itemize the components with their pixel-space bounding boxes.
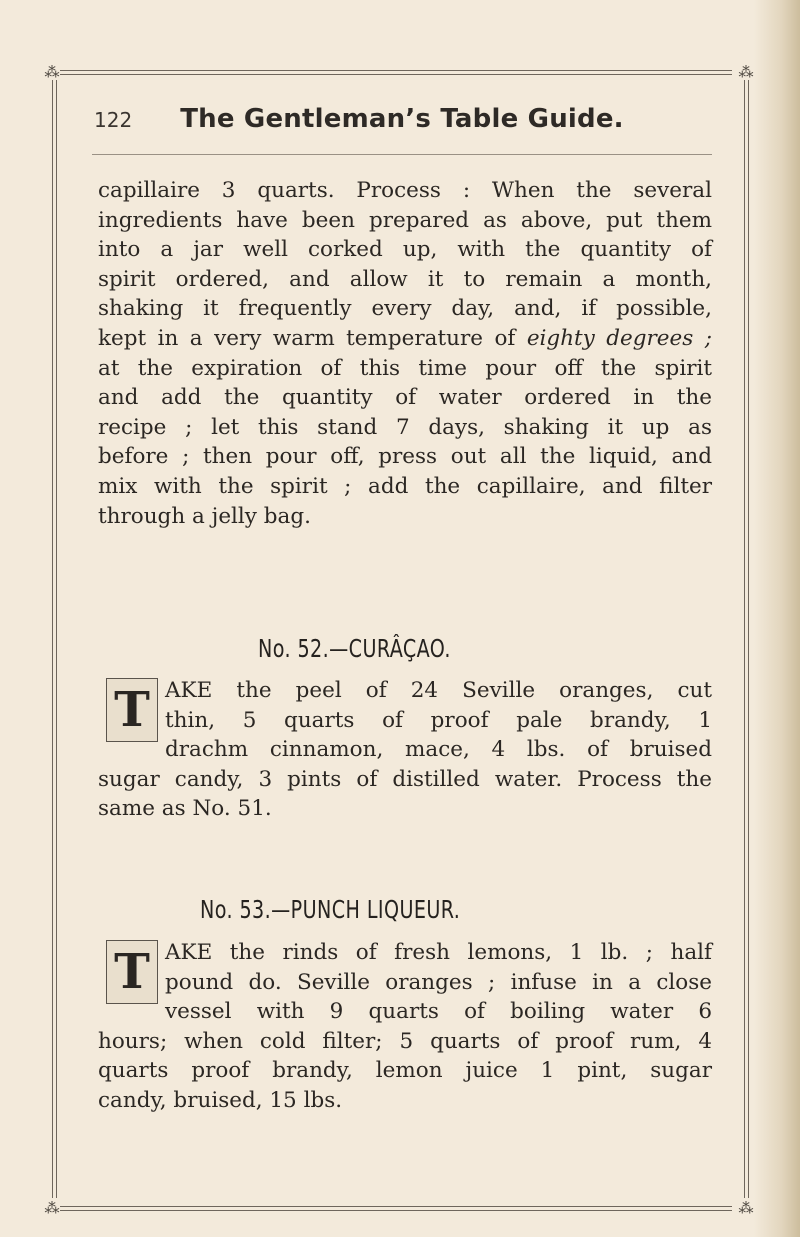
bottom-border-rule-inner xyxy=(60,1210,732,1211)
recipe-52-dropcap: T xyxy=(106,678,158,742)
text-line: ingredients have been prepared as above, put them xyxy=(98,207,712,233)
left-border-rule-inner xyxy=(56,80,57,1198)
top-border-rule xyxy=(60,70,732,71)
page-edge-shadow xyxy=(754,0,800,1237)
text-line: pound do. Seville oranges ; infuse in a close xyxy=(165,969,712,995)
text-line: kept in a very warm temperature of eighty degrees ; xyxy=(98,325,712,351)
left-border-rule xyxy=(52,80,53,1198)
recipe-52-heading: No. 52.—CURÂÇAO. xyxy=(258,634,451,663)
text-line: mix with the spirit ; add the capillaire, and filter xyxy=(98,473,712,499)
text-line: shaking it frequently every day, and, if possible, xyxy=(98,296,712,322)
text-line: capillaire 3 quarts. Process : When the several xyxy=(98,178,712,203)
top-border-rule-inner xyxy=(60,74,732,75)
continuation-paragraph xyxy=(98,176,712,531)
asterism-ornament-icon: ⁂ xyxy=(738,1199,754,1217)
text-line: recipe ; let this stand 7 days, shaking it up as xyxy=(98,414,712,440)
header-rule xyxy=(92,154,712,155)
text-line: candy, bruised, 15 lbs. xyxy=(98,1087,343,1113)
text-line: spirit ordered, and allow it to remain a month, xyxy=(98,266,712,292)
text-line: before ; then pour off, press out all the liquid, and xyxy=(98,444,712,470)
text-line: hours; when cold filter; 5 quarts of proof rum, 4 xyxy=(98,1028,712,1054)
text-line: sugar candy, 3 pints of distilled water. Process the xyxy=(98,766,712,792)
recipe-52-indented-lines xyxy=(165,676,712,765)
text-line: vessel with 9 quarts of boiling water 6 xyxy=(165,999,712,1025)
running-title: The Gentleman’s Table Guide. xyxy=(180,104,624,134)
page-number: 122 xyxy=(94,108,133,132)
recipe-53-dropcap: T xyxy=(106,940,158,1004)
text-line: same as No. 51. xyxy=(98,796,272,822)
text-line: AKE the rinds of fresh lemons, 1 lb. ; half xyxy=(165,940,712,965)
right-border-rule-inner xyxy=(748,80,749,1198)
page-header xyxy=(94,104,624,144)
recipe-53-body-lines xyxy=(98,1027,712,1116)
recipe-53-indented-lines xyxy=(165,938,712,1027)
text-line: into a jar well corked up, with the quantity of xyxy=(98,237,712,263)
asterism-ornament-icon: ⁂ xyxy=(44,63,60,81)
bottom-border-rule xyxy=(60,1206,732,1207)
text-line: at the expiration of this time pour off the spirit xyxy=(98,355,712,381)
text-line: through a jelly bag. xyxy=(98,503,311,529)
text-line: drachm cinnamon, mace, 4 lbs. of bruised xyxy=(165,737,712,763)
asterism-ornament-icon: ⁂ xyxy=(44,1199,60,1217)
text-line: thin, 5 quarts of proof pale brandy, 1 xyxy=(165,707,712,733)
text-line: quarts proof brandy, lemon juice 1 pint, sugar xyxy=(98,1058,712,1084)
text-line: AKE the peel of 24 Seville oranges, cut xyxy=(165,678,712,703)
right-border-rule xyxy=(744,80,745,1198)
asterism-ornament-icon: ⁂ xyxy=(738,63,754,81)
recipe-53-heading: No. 53.—PUNCH LIQUEUR. xyxy=(200,895,461,924)
recipe-52-body-lines xyxy=(98,765,712,824)
text-line: and add the quantity of water ordered in the xyxy=(98,385,712,411)
